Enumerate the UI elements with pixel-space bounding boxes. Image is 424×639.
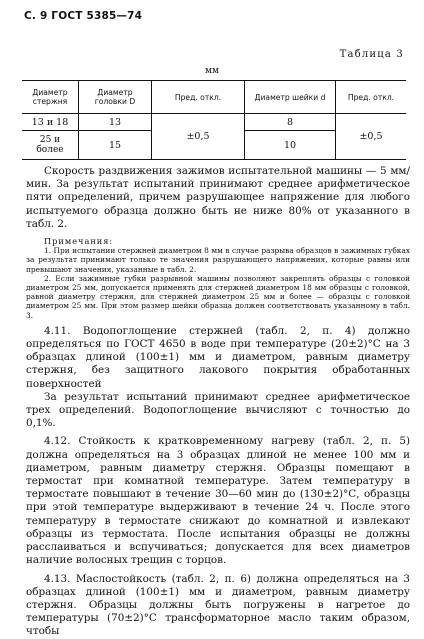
paragraph-4-13: 4.13. Маслостойкость (табл. 2, п. 6) должна определяться на 3 образцах длиной (100±1) мм и диаметром, равным диаметру стержня. Образцы должны быть погружены в нагретое до температуры (70±2)°С трансформаторное масло таким образом, чтобы xyxy=(26,572,410,638)
col-rod-diameter: Диаметр стержня xyxy=(22,81,79,114)
col-tolerance-2: Пред. откл. xyxy=(336,81,407,114)
document-body xyxy=(26,165,410,639)
table-3 xyxy=(22,80,406,160)
cell-rod-line1: 25 и xyxy=(39,135,61,145)
cell-rod xyxy=(22,131,79,160)
col-head-diameter: Диаметр головки D xyxy=(79,81,152,114)
col-tolerance-1: Пред. откл. xyxy=(152,81,245,114)
paragraph-4-12: 4.12. Стойкость к кратковременному нагреву (табл. 2, п. 5) должна определяться на 3 образцах длиной не менее 100 мм и диаметром, равным диаметру стержня. Образцы помещают в термостат при комнатной температуре. Затем температуру в термостате повышают в течение 30—60 мин до (130±2)°С, образцы при этой температуре выдерживают в течение 24 ч. После этого температуру в термостате снижают до комнатной и извлекают образцы из термостата. После испытания образцы не должны расслаиваться и вспучиваться; допускается для всех диаметров наличие волосных трещин с торцов. xyxy=(26,435,410,567)
cell-tolerance-1: ±0,5 xyxy=(152,114,245,160)
table-units: мм xyxy=(204,66,219,76)
cell-rod: 13 и 18 xyxy=(22,114,79,131)
table-caption: Таблица 3 xyxy=(339,49,404,60)
note-2: 2. Если зажимные губки разрывной машины позволяют закреплять образцы с головкой диаметром 25 мм, допускается применять для стержней диаметром 18 мм образцы с головкой, равной диаметру стержня, для стержней диаметром 25 мм и более — образцы с головкой диаметром 25 мм. При этом размер шейки образца должен соответствовать указанному в табл. 3. xyxy=(26,273,410,320)
cell-head: 13 xyxy=(79,114,152,131)
cell-head: 15 xyxy=(79,131,152,160)
paragraph-4-11: 4.11. Водопоглощение стержней (табл. 2, п. 4) должно определяться по ГОСТ 4650 в воде при температуре (20±2)°С на 3 образцах длиной (100±1) мм и диаметром, равным диаметру стержня, без защитного лакового покрытия обработанных поверхностей xyxy=(26,324,410,390)
cell-tolerance-2: ±0,5 xyxy=(336,114,407,160)
note-1: 1. При испытании стержней диаметром 8 мм в случае разрыва образцов в зажимных губках за результат принимают только те значения разрушающего напряжения, которые равны или превышают значения, указанные в табл. 2. xyxy=(26,246,410,274)
cell-neck: 8 xyxy=(245,114,336,131)
notes-title: Примечания: xyxy=(44,236,114,247)
cell-neck: 10 xyxy=(245,131,336,160)
cell-rod-line2: более xyxy=(36,145,64,155)
page-header: С. 9 ГОСТ 5385—74 xyxy=(24,10,143,22)
col-neck-diameter: Диаметр шейки d xyxy=(245,81,336,114)
paragraph-speed: Скорость раздвижения зажимов испытательной машины — 5 мм/мин. За результат испытаний принимают среднее арифметическое пяти определений, причем разрушающее напряжение для любого испытуемого образца должно быть не ниже 80% от указанного в табл. 2. xyxy=(26,165,410,230)
table-header-row xyxy=(22,81,406,114)
table-row xyxy=(22,114,406,131)
paragraph-4-11-result: За результат испытаний принимают среднее арифметическое трех определений. Водопоглощение вычисляют с точностью до 0,1%. xyxy=(26,390,410,430)
notes-block xyxy=(26,237,410,320)
